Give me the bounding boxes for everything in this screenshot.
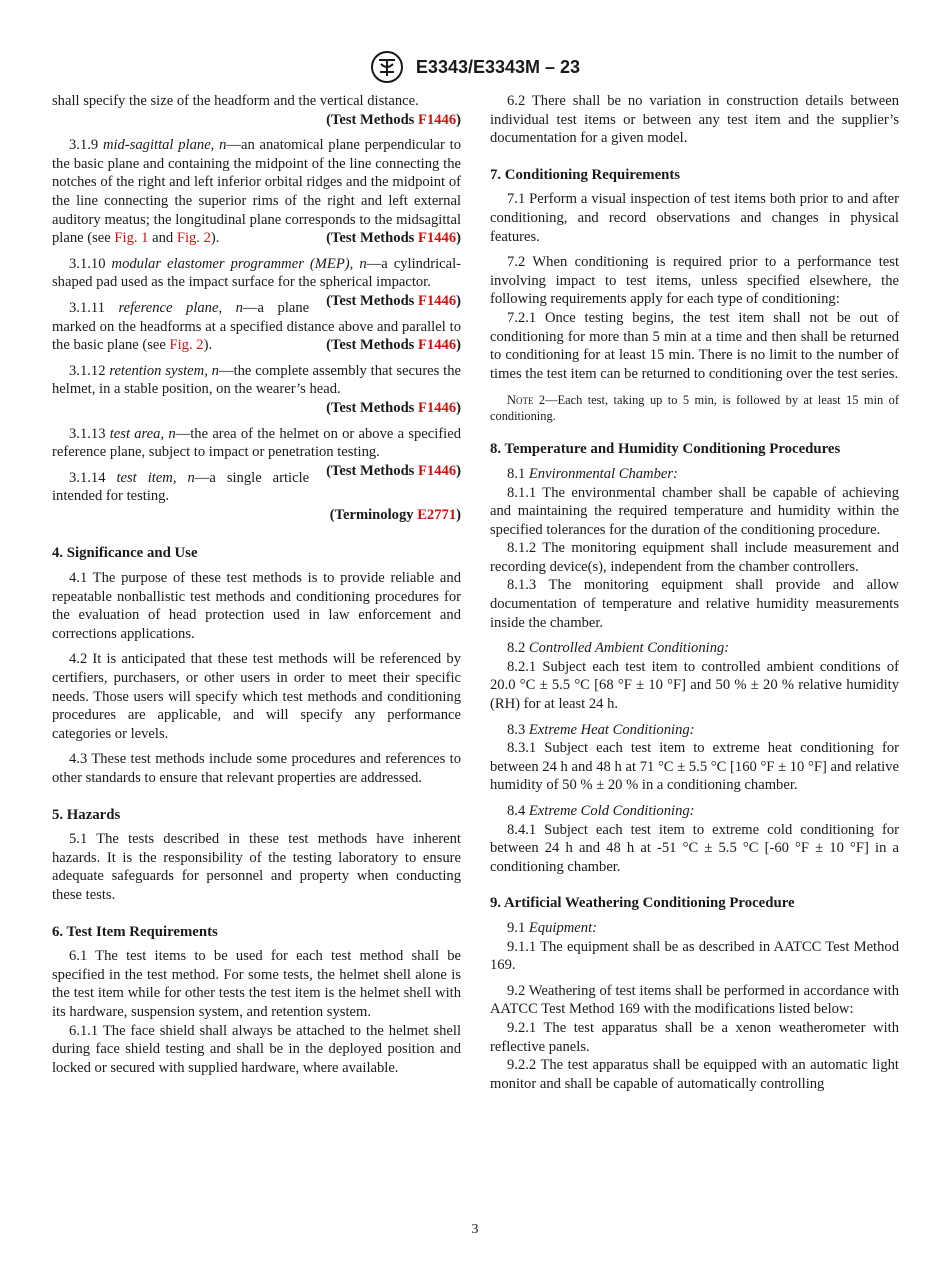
paragraph-8-1-3: 8.1.3 The monitoring equipment shall provide and allow documentation of temperature and relative humidity measurements inside the chamber. — [490, 577, 899, 631]
citation: (Test Methods F1446) — [326, 337, 461, 354]
paragraph-4-2: 4.2 It is anticipated that these test methods will be referenced by certifiers, purchasers, or other users in order to meet their specific needs. Those users will specify which test methods and conditioning procedures are applicable, and will specify any performance categories or levels. — [52, 651, 461, 742]
link-fig-2[interactable]: Fig. 2 — [169, 337, 204, 354]
page-number: 3 — [471, 1222, 479, 1237]
citation: (Terminology E2771) — [329, 506, 461, 523]
section-heading-7: 7. Conditioning Requirements — [490, 166, 681, 183]
note-2: Note 2—Each test, taking up to 5 min, is followed by at least 15 min of conditioning. — [490, 393, 899, 423]
paragraph-6-2: 6.2 There shall be no variation in construction details between individual test items or between any test item and the supplier’s documentation for a given model. — [490, 93, 899, 147]
citation: (Test Methods F1446) — [326, 111, 461, 128]
section-heading-9: 9. Artificial Weathering Conditioning Procedure — [490, 895, 795, 912]
definition-3-1-9: 3.1.9 mid-sagittal plane, n—an anatomical plane perpendicular to the basic plane and containing the midpoint of the line connecting the notches of the right and left inferior orbital ridges and the midpoint of the line connecting the superior rims of the right and left external auditory meatus; the longitudinal plane corresponds to the midsagittal plane (see Fig. 1 and Fig. 2). (Test Methods F1446) — [52, 137, 461, 247]
standard-designation: E3343/E3343M – 23 — [415, 56, 581, 77]
paragraph-8-1: 8.1 Environmental Chamber: — [507, 465, 678, 482]
link-f1446[interactable]: F1446 — [418, 111, 457, 128]
definition-3-1-14: 3.1.14 test item, n—a single article intended for testing. (Terminology E2771) — [52, 469, 461, 523]
paragraph-8-4: 8.4 Extreme Cold Conditioning: — [507, 803, 695, 819]
link-f1446[interactable]: F1446 — [418, 230, 457, 247]
term: reference plane, n — [118, 299, 243, 316]
astm-logo-icon — [370, 50, 404, 84]
paragraph-8-1-2: 8.1.2 The monitoring equipment shall include measurement and recording device(s), independent from the chamber controllers. — [490, 540, 899, 575]
paragraph-8-3: 8.3 Extreme Heat Conditioning: — [507, 721, 695, 738]
definition-3-1-10: 3.1.10 modular elastomer programmer (MEP), n—a cylindrical-shaped pad used as the impact surface for the spherical impactor. (Test Methods F1446) — [52, 255, 462, 309]
term: test item, n — [116, 469, 195, 486]
paragraph-8-2-1: 8.2.1 Subject each test item to controlled ambient conditions of 20.0 °C ± 5.5 °C [68 °F ± 10 °F] and 50 % ± 20 % relative humidity (RH) for at least 24 h. — [490, 658, 899, 713]
term: mid-sagittal plane, n — [102, 137, 227, 154]
paragraph-7-2-1: 7.2.1 Once testing begins, the test item shall not be out of conditioning for more than 5 min at a time and then shall be returned to conditioning for at least 15 min. There is no limit to the number of times the test item can be returned to conditioning over the test series. — [490, 309, 899, 382]
term: retention system, n — [109, 362, 219, 379]
link-f1446[interactable]: F1446 — [418, 462, 457, 479]
paragraph-6-1: 6.1 The test items to be used for each test method shall be specified in the test method. For some tests, the helmet shell alone is the test item while for other tests the test item is the helmet shell with its hardware, suspension system, and retention system. — [52, 948, 461, 1020]
section-heading-5: 5. Hazards — [52, 806, 121, 823]
paragraph-6-1-1: 6.1.1 The face shield shall always be attached to the helmet shell during face shield testing and shall be in the deployed position and locked or secured with supplied hardware, where available. — [52, 1022, 461, 1076]
citation: (Test Methods F1446) — [326, 462, 461, 479]
paragraph-7-1: 7.1 Perform a visual inspection of test items both prior to and after conditioning, and record observations and changes in physical features. — [490, 191, 899, 245]
definition-3-1-12: 3.1.12 retention system, n—the complete assembly that secures the helmet, in a stable position, on the wearer’s head. (Test Methods F1446) — [52, 362, 461, 416]
right-column — [490, 92, 899, 1093]
section-heading-4: 4. Significance and Use — [52, 545, 198, 562]
definition-3-1-11: 3.1.11 reference plane, n—a plane marked on the headforms at a specified distance above and parallel to the basic plane (see Fig. 2). (Test Methods F1446) — [52, 299, 461, 354]
paragraph-5-1: 5.1 The tests described in these test methods have inherent hazards. It is the responsibility of the testing laboratory to ensure adequate safeguards for personnel and property when conducting these tests. — [52, 831, 461, 903]
paragraph-8-4-1: 8.4.1 Subject each test item to extreme cold conditioning for between 24 h and 48 h at -51 °C ± 5.5 °C [-60 °F ± 10 °F] in a conditioning chamber. — [490, 821, 899, 875]
paragraph-9-2: 9.2 Weathering of test items shall be performed in accordance with AATCC Test Method 169 with the modifications listed below: — [490, 982, 899, 1018]
citation: (Test Methods F1446) — [326, 230, 461, 247]
term: test area, n — [109, 425, 176, 442]
paragraph-9-2-2: 9.2.2 The test apparatus shall be equipped with an automatic light monitor and shall be capable of automatically controlling — [490, 1057, 899, 1092]
link-e2771[interactable]: E2771 — [417, 506, 457, 523]
citation: (Test Methods F1446) — [326, 292, 461, 309]
paragraph-8-1-1: 8.1.1 The environmental chamber shall be capable of achieving and maintaining the required temperature and humidity within the specified tolerances for the duration of the conditioning procedure. — [490, 484, 899, 538]
paragraph-9-1: 9.1 Equipment: — [507, 919, 597, 936]
paragraph-9-1-1: 9.1.1 The equipment shall be as described in AATCC Test Method 169. — [490, 938, 899, 974]
link-f1446[interactable]: F1446 — [418, 399, 457, 416]
paragraph-4-3: 4.3 These test methods include some procedures and references to other standards to ensure that relevant properties are addressed. — [52, 751, 461, 786]
term: modular elastomer programmer (MEP), n — [111, 255, 367, 272]
link-f1446[interactable]: F1446 — [418, 337, 457, 354]
paragraph-8-3-1: 8.3.1 Subject each test item to extreme heat conditioning for between 24 h and 48 h at 71 °C ± 5.5 °C [160 °F ± 10 °F] and relative humidity of 50 % ± 20 % in a conditioning chamber. — [490, 740, 899, 794]
link-fig-1[interactable]: Fig. 1 — [114, 230, 149, 247]
link-fig-2[interactable]: Fig. 2 — [176, 230, 211, 247]
paragraph-4-1: 4.1 The purpose of these test methods is to provide reliable and repeatable nonballistic test methods and conditioning procedures for the evaluation of head protection used in law enforcement and corrections applications. — [52, 570, 461, 642]
citation: (Test Methods F1446) — [326, 399, 461, 416]
page-header — [0, 50, 950, 84]
paragraph-3-1-8-end: shall specify the size of the headform and the vertical distance. (Test Methods F1446) — [52, 93, 461, 128]
definition-3-1-13: 3.1.13 test area, n—the area of the helmet on or above a specified reference plane, subject to impact or penetration testing. (Test Methods F1446) — [52, 425, 462, 479]
section-heading-8: 8. Temperature and Humidity Conditioning Procedures — [490, 441, 841, 458]
paragraph-8-2: 8.2 Controlled Ambient Conditioning: — [507, 640, 730, 657]
paragraph-7-2: 7.2 When conditioning is required prior to a performance test involving impact to test items, unless specified elsewhere, the following requirements apply for each type of conditioning: — [490, 254, 899, 308]
link-f1446[interactable]: F1446 — [418, 292, 457, 309]
section-heading-6: 6. Test Item Requirements — [52, 923, 218, 940]
left-column — [52, 92, 461, 1084]
paragraph-9-2-1: 9.2.1 The test apparatus shall be a xenon weatherometer with reflective panels. — [490, 1019, 899, 1055]
